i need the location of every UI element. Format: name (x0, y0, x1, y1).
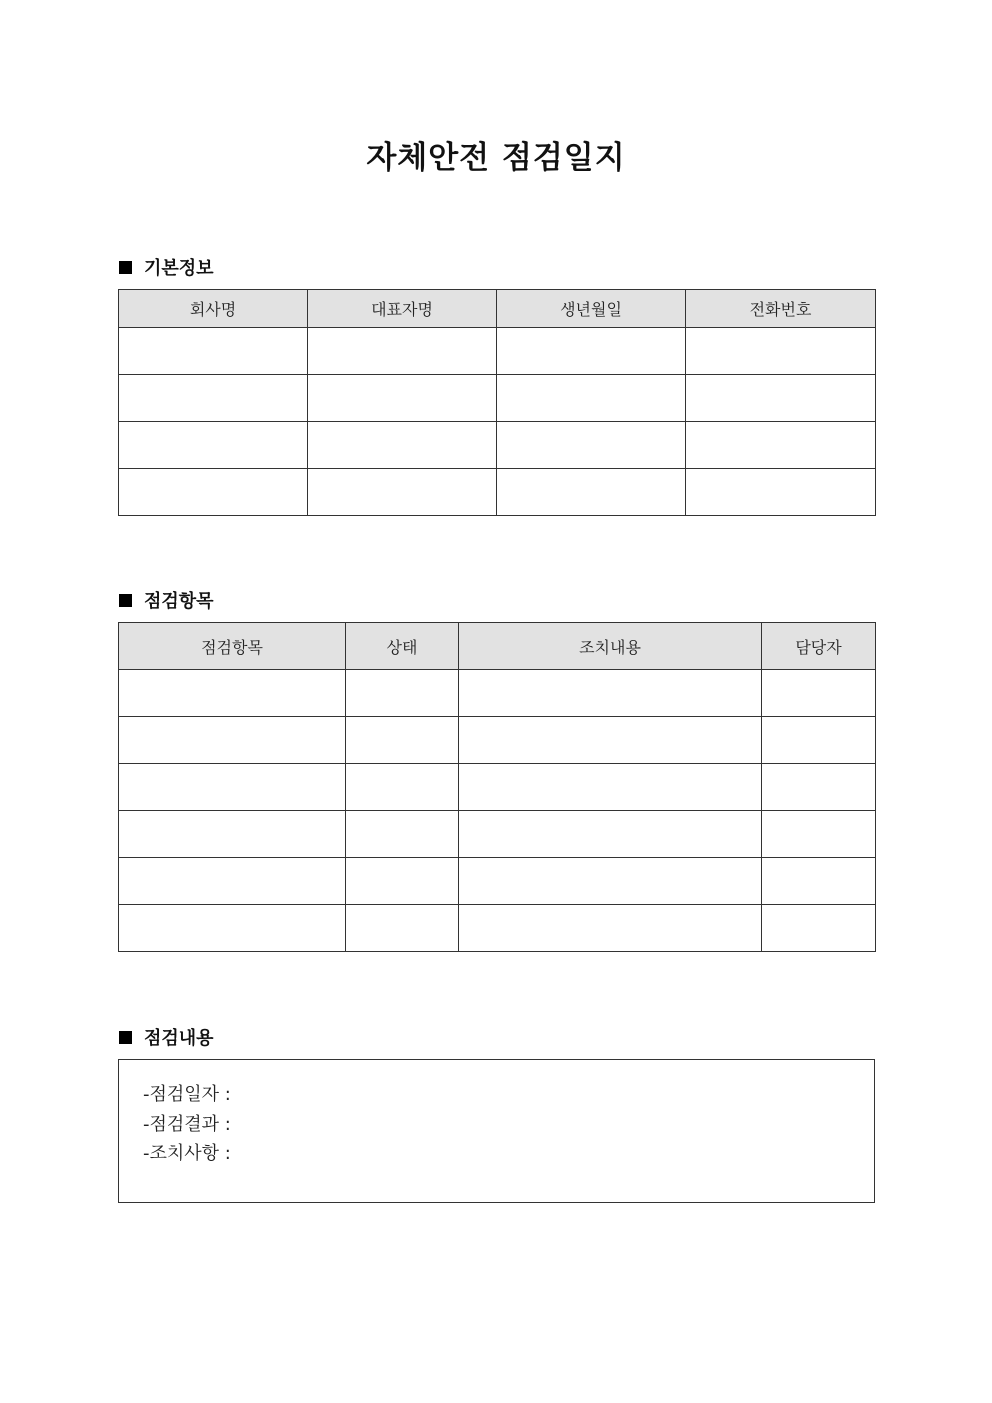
table-cell[interactable] (119, 328, 308, 375)
basic-info-table (118, 289, 876, 516)
table-cell[interactable] (346, 717, 459, 764)
table-row (119, 905, 876, 952)
table-cell[interactable] (762, 811, 876, 858)
table-cell[interactable] (459, 858, 762, 905)
table-cell[interactable] (459, 905, 762, 952)
table-row (119, 717, 876, 764)
table-row (119, 764, 876, 811)
table-cell[interactable] (497, 422, 686, 469)
table-cell[interactable] (119, 764, 346, 811)
inspection-content-box (118, 1059, 875, 1203)
column-header-action: 조치내용 (459, 623, 762, 670)
table-cell[interactable] (459, 717, 762, 764)
section-heading-inspection-content (119, 1024, 214, 1050)
table-cell[interactable] (346, 905, 459, 952)
table-cell[interactable] (346, 811, 459, 858)
table-cell[interactable] (346, 764, 459, 811)
inspection-result-line[interactable]: -점검결과 : (143, 1114, 231, 1135)
table-cell[interactable] (308, 422, 497, 469)
table-cell[interactable] (119, 811, 346, 858)
section-heading-label: 기본정보 (144, 258, 214, 279)
square-bullet-icon (119, 594, 132, 607)
table-cell[interactable] (119, 717, 346, 764)
column-header-company-name: 회사명 (119, 290, 308, 328)
table-cell[interactable] (686, 469, 876, 516)
table-cell[interactable] (762, 858, 876, 905)
table-header-row (119, 290, 876, 328)
table-cell[interactable] (686, 375, 876, 422)
column-header-inspection-item: 점검항목 (119, 623, 346, 670)
column-header-status: 상태 (346, 623, 459, 670)
column-header-phone: 전화번호 (686, 290, 876, 328)
table-cell[interactable] (119, 375, 308, 422)
table-cell[interactable] (459, 811, 762, 858)
section-heading-inspection-items (119, 587, 214, 613)
inspection-date-line[interactable]: -점검일자 : (143, 1084, 231, 1105)
table-cell[interactable] (346, 858, 459, 905)
table-cell[interactable] (119, 905, 346, 952)
table-cell[interactable] (119, 469, 308, 516)
table-cell[interactable] (119, 858, 346, 905)
table-row (119, 811, 876, 858)
column-header-manager: 담당자 (762, 623, 876, 670)
table-row (119, 469, 876, 516)
table-cell[interactable] (346, 670, 459, 717)
table-cell[interactable] (497, 469, 686, 516)
table-header-row (119, 623, 876, 670)
square-bullet-icon (119, 261, 132, 274)
table-cell[interactable] (762, 905, 876, 952)
table-cell[interactable] (308, 375, 497, 422)
table-cell[interactable] (762, 670, 876, 717)
column-header-birth-date: 생년월일 (497, 290, 686, 328)
section-heading-label: 점검항목 (144, 591, 214, 612)
square-bullet-icon (119, 1031, 132, 1044)
table-cell[interactable] (762, 717, 876, 764)
column-header-representative: 대표자명 (308, 290, 497, 328)
table-cell[interactable] (459, 764, 762, 811)
table-row (119, 858, 876, 905)
section-heading-basic-info (119, 254, 214, 280)
section-heading-label: 점검내용 (144, 1028, 214, 1049)
table-row (119, 328, 876, 375)
table-cell[interactable] (459, 670, 762, 717)
table-cell[interactable] (119, 422, 308, 469)
action-taken-line[interactable]: -조치사항 : (143, 1143, 231, 1164)
table-cell[interactable] (308, 328, 497, 375)
table-cell[interactable] (497, 328, 686, 375)
table-row (119, 422, 876, 469)
table-cell[interactable] (686, 422, 876, 469)
table-cell[interactable] (497, 375, 686, 422)
table-cell[interactable] (308, 469, 497, 516)
table-cell[interactable] (762, 764, 876, 811)
inspection-items-table (118, 622, 876, 952)
table-cell[interactable] (686, 328, 876, 375)
table-row (119, 670, 876, 717)
document-title: 자체안전 점검일지 (366, 140, 626, 176)
table-row (119, 375, 876, 422)
table-cell[interactable] (119, 670, 346, 717)
